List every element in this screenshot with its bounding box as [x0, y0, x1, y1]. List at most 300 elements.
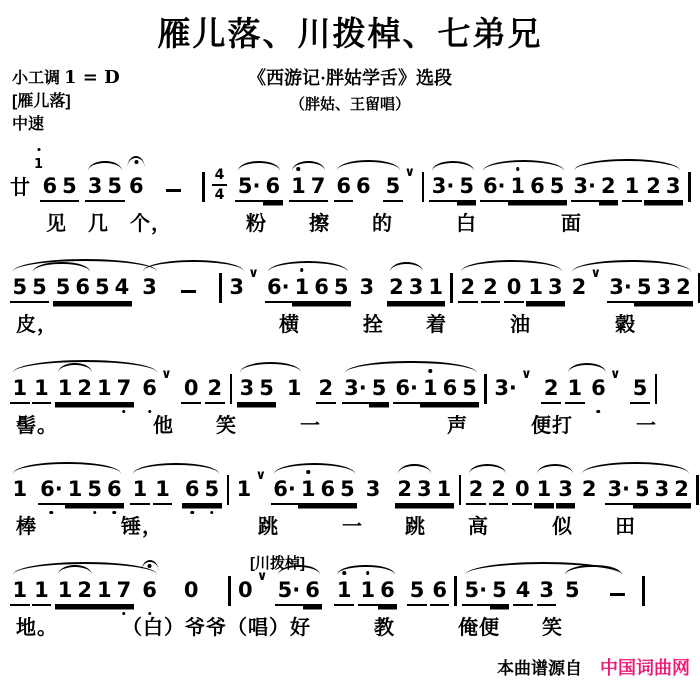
note-digit: 3·	[344, 376, 367, 400]
note	[457, 174, 477, 202]
breath-mark-icon: ∨	[255, 468, 266, 483]
note	[235, 174, 263, 202]
note-digit: 3	[87, 174, 103, 198]
barline	[450, 273, 453, 303]
octave-dot-low	[148, 612, 152, 616]
slur	[292, 161, 325, 171]
note-digit: 1	[360, 578, 376, 602]
note	[480, 174, 508, 202]
grace-note: 1	[34, 153, 43, 176]
note-digit: 5	[371, 376, 387, 400]
note	[387, 275, 407, 303]
note	[589, 376, 609, 404]
barline	[230, 374, 233, 404]
note-digit: 0	[238, 578, 253, 602]
octave-dot-low	[210, 511, 214, 515]
slur	[582, 462, 689, 474]
footer	[497, 654, 690, 680]
lyrics-line: 皮， 横 拴 着 油 糓	[16, 314, 636, 336]
note	[541, 376, 561, 404]
note	[579, 477, 599, 505]
note	[547, 174, 567, 202]
note-digit: 2	[77, 376, 92, 400]
note	[32, 376, 52, 404]
note-digit: 6	[129, 174, 144, 198]
note	[114, 578, 134, 606]
note	[481, 275, 501, 303]
note	[95, 578, 115, 606]
note	[181, 376, 201, 404]
note-digit: 5	[32, 275, 47, 299]
note-digit: 5	[95, 275, 110, 299]
breath-mark-icon: ∨	[521, 367, 532, 382]
breath-mark-icon: ∨	[161, 367, 172, 382]
note-digit: 3	[359, 275, 375, 299]
note	[342, 376, 370, 404]
barline	[642, 576, 645, 606]
note	[429, 174, 457, 202]
note	[512, 477, 532, 505]
score-line	[10, 451, 696, 539]
notes-row	[10, 552, 696, 606]
slur	[143, 260, 244, 272]
note	[105, 174, 125, 202]
note	[331, 275, 351, 303]
slur	[432, 161, 474, 171]
note	[513, 578, 533, 606]
note	[395, 477, 415, 505]
spacer	[173, 403, 181, 404]
note	[73, 275, 93, 303]
note	[644, 174, 664, 202]
spacer	[201, 605, 223, 606]
note	[85, 174, 105, 202]
note-digit: 6·	[40, 477, 63, 501]
note	[504, 275, 524, 303]
note-digit: 3	[547, 275, 563, 299]
slur	[268, 261, 348, 272]
source-text: 本曲谱源自	[497, 659, 582, 678]
note-digit: 3·	[573, 174, 596, 198]
note	[289, 174, 309, 202]
octave-dot-low	[50, 511, 54, 515]
octave-dot-low	[122, 410, 126, 414]
note-digit: 6·	[395, 376, 418, 400]
note	[316, 376, 336, 404]
octave-dot-low	[113, 511, 117, 515]
slur	[133, 463, 219, 474]
note-digit: 5	[409, 578, 425, 602]
spacer	[377, 302, 387, 303]
slur	[337, 160, 400, 171]
spacer	[533, 403, 541, 404]
note-digit: 1	[97, 578, 112, 602]
note	[236, 578, 256, 606]
note	[30, 275, 50, 303]
score-line	[10, 552, 696, 640]
notes-row	[10, 350, 696, 404]
note-digit: 1	[34, 578, 49, 602]
note-digit: 3	[365, 477, 381, 501]
note	[414, 477, 434, 505]
note-digit: 2	[460, 275, 476, 299]
spacer	[159, 605, 181, 606]
note	[75, 376, 95, 404]
note	[458, 275, 478, 303]
spacer	[622, 403, 630, 404]
note	[10, 578, 30, 606]
note-digit: 0	[183, 578, 199, 602]
note-digit: 5	[635, 477, 650, 501]
note-digit: 2	[674, 477, 689, 501]
note-digit: 6	[320, 477, 336, 501]
octave-dot-low	[148, 410, 152, 414]
note	[674, 275, 694, 303]
note	[334, 578, 354, 606]
key-signature: 1 = D	[64, 67, 120, 88]
note-digit: 6	[380, 578, 395, 602]
note-digit: 1	[291, 174, 306, 198]
spacer	[276, 403, 284, 404]
note-digit: 2	[543, 376, 559, 400]
note-digit: 5	[632, 376, 648, 400]
note	[556, 477, 576, 505]
note	[430, 578, 450, 606]
note	[383, 174, 403, 202]
lyrics-line: 见 几 个， 粉 擦 的 白 面	[46, 213, 582, 235]
note	[490, 578, 510, 606]
slur	[337, 565, 395, 575]
dash-note	[181, 290, 196, 294]
note	[181, 578, 201, 606]
note	[237, 376, 257, 404]
note	[358, 578, 378, 606]
note-digit: 6	[75, 275, 90, 299]
note-digit: 2	[483, 275, 498, 299]
note	[75, 578, 95, 606]
note-digit: 6	[106, 477, 122, 501]
performers: （胖姑、王留唱）	[289, 97, 410, 113]
note	[534, 477, 554, 505]
slur	[278, 565, 320, 575]
note	[630, 376, 650, 404]
note-digit: 0	[183, 376, 199, 400]
note-digit: 0	[506, 275, 522, 299]
note	[318, 477, 338, 505]
note-digit: 3	[239, 376, 255, 400]
slur	[390, 262, 423, 272]
note-digit: 1	[294, 275, 310, 299]
note	[492, 376, 520, 404]
note-digit: 3	[408, 275, 424, 299]
barline	[228, 576, 231, 606]
note-digit: 6	[142, 376, 157, 400]
note	[607, 275, 635, 303]
note-digit: 1	[567, 376, 583, 400]
note	[571, 174, 599, 202]
note-digit: 1	[57, 578, 73, 602]
note-digit: 1	[12, 477, 28, 501]
note	[462, 578, 490, 606]
note-digit: 2	[491, 477, 506, 501]
subtitle: 《西游记·胖姑学舌》选段	[247, 68, 452, 88]
note	[10, 275, 30, 303]
note-digit: 3·	[609, 275, 632, 299]
note-digit: 5	[636, 275, 652, 299]
note-digit: 1	[97, 376, 112, 400]
note	[369, 376, 389, 404]
note-digit: 1	[624, 174, 640, 198]
note	[85, 477, 105, 505]
spacer	[304, 403, 316, 404]
spacer	[30, 504, 38, 505]
note	[104, 477, 124, 505]
time-numerator: 4	[212, 168, 228, 186]
note-digit: 5·	[237, 174, 261, 198]
slur	[238, 161, 280, 171]
note-digit: 5	[459, 174, 474, 198]
note-digit: 6·	[482, 174, 506, 198]
note	[95, 376, 115, 404]
note	[10, 477, 30, 505]
barline	[227, 475, 230, 505]
note	[338, 477, 358, 505]
note	[599, 174, 619, 202]
note	[440, 376, 460, 404]
note-digit: 0	[514, 477, 530, 501]
note	[140, 275, 160, 303]
note-digit: 5	[564, 578, 580, 602]
notes-row	[10, 144, 696, 202]
note-digit: 5	[62, 174, 77, 198]
note	[153, 477, 173, 505]
note-digit: 6	[442, 376, 458, 400]
note	[65, 477, 85, 505]
note	[130, 477, 150, 505]
fermata-icon	[128, 156, 145, 167]
note-digit: 5	[55, 275, 71, 299]
note-digit: 5	[259, 376, 274, 400]
note-digit: 2	[397, 477, 412, 501]
note-digit: 5·	[277, 578, 301, 602]
note	[426, 275, 446, 303]
note	[202, 477, 222, 505]
note	[53, 275, 73, 303]
note-digit: 1	[286, 376, 302, 400]
note-digit: 7	[310, 174, 326, 198]
barline	[454, 576, 457, 606]
notes-row	[10, 249, 696, 303]
note-digit: 6	[336, 174, 351, 198]
note	[38, 477, 66, 505]
note-digit: 5	[492, 578, 507, 602]
note-digit: 6	[530, 174, 545, 198]
octave-dot-low	[190, 511, 194, 515]
barline	[219, 273, 222, 303]
note	[205, 376, 225, 404]
spacer	[32, 201, 40, 202]
slur	[568, 363, 606, 373]
score-line	[10, 350, 696, 438]
note	[60, 174, 80, 202]
note	[420, 376, 440, 404]
note	[112, 275, 132, 303]
note-digit: 4	[114, 275, 130, 299]
time-denominator: 4	[214, 187, 225, 203]
slur	[274, 463, 355, 474]
spacer	[383, 504, 395, 505]
note-digit: 6	[305, 578, 320, 602]
note	[466, 477, 486, 505]
dash-note	[166, 189, 181, 193]
note	[633, 477, 653, 505]
note-digit: 1	[436, 477, 452, 501]
note-digit: 5	[340, 477, 355, 501]
score	[10, 144, 696, 640]
note-digit: 5	[549, 174, 565, 198]
note-digit: 2	[207, 376, 223, 400]
note-digit: 1	[510, 174, 526, 198]
spacer	[582, 605, 602, 606]
note	[265, 275, 293, 303]
note	[672, 477, 692, 505]
note	[114, 376, 134, 404]
note-digit: 5	[107, 174, 122, 198]
note	[284, 376, 304, 404]
breath-mark-icon: ∨	[610, 367, 621, 382]
note-digit: 1	[536, 477, 552, 501]
note-digit: 6·	[267, 275, 290, 299]
note	[562, 578, 582, 606]
note	[569, 275, 589, 303]
note	[460, 376, 480, 404]
note-digit: 1	[336, 578, 352, 602]
key-row	[12, 66, 120, 90]
note-digit: 3	[229, 275, 244, 299]
spacer	[373, 201, 383, 202]
barline	[422, 172, 425, 202]
note-digit: 1	[422, 376, 438, 400]
note	[303, 578, 323, 606]
slur	[572, 260, 691, 272]
note-digit: 1	[67, 477, 83, 501]
note-digit: 6	[591, 376, 606, 400]
note-digit: 6	[265, 174, 281, 198]
spacer	[397, 605, 407, 606]
note-digit: 1	[236, 477, 252, 501]
note-digit: 1	[12, 578, 28, 602]
note	[334, 174, 354, 202]
octave-dot-low	[93, 511, 97, 515]
note-digit: 2	[389, 275, 404, 299]
slur	[537, 464, 573, 474]
note-digit: 2	[646, 174, 661, 198]
note	[234, 477, 254, 505]
note-digit: 5	[333, 275, 349, 299]
lyrics-line: 髻。 他 笑 一 声 便打 一	[16, 415, 657, 437]
note-digit: 3·	[607, 477, 631, 501]
note	[257, 376, 277, 404]
note	[275, 578, 303, 606]
free-meter-symbol: 廿	[10, 175, 30, 199]
note	[10, 376, 30, 404]
score-line	[10, 249, 696, 337]
spacer	[633, 605, 637, 606]
note-digit: 3	[539, 578, 554, 602]
note	[406, 275, 426, 303]
note	[353, 174, 373, 202]
site-name[interactable]: 中国词曲网	[600, 658, 690, 678]
note	[378, 578, 398, 606]
barline	[655, 374, 658, 404]
note	[34, 157, 60, 202]
barline	[484, 374, 487, 404]
note-digit: 1	[155, 477, 170, 501]
note-digit: 3	[665, 174, 681, 198]
note	[565, 376, 585, 404]
note	[393, 376, 421, 404]
octave-dot-low	[122, 612, 126, 616]
note	[140, 578, 160, 606]
note	[622, 174, 642, 202]
note-digit: 3	[142, 275, 157, 299]
spacer	[204, 302, 214, 303]
note-digit: 1	[428, 275, 443, 299]
spacer	[189, 201, 197, 202]
spacer	[132, 302, 140, 303]
slur	[483, 160, 564, 171]
lyrics-line: 棒 锤， 跳 一 跳 高 似 田	[16, 516, 636, 538]
slur	[469, 464, 506, 474]
note-digit: 2	[601, 174, 616, 198]
note	[298, 477, 318, 505]
note	[308, 174, 328, 202]
score-line	[10, 144, 696, 236]
note-digit: 2	[318, 376, 334, 400]
note-digit: 1	[528, 275, 543, 299]
note	[357, 275, 377, 303]
slur	[345, 361, 477, 373]
spacer	[322, 605, 334, 606]
note-digit: 5	[87, 477, 102, 501]
note-digit: 4	[515, 578, 531, 602]
note-digit: 2	[571, 275, 587, 299]
note	[434, 477, 454, 505]
note-digit: 1	[12, 376, 28, 400]
note	[508, 174, 528, 202]
slur	[88, 161, 122, 171]
note	[652, 477, 672, 505]
note	[182, 477, 202, 505]
note-digit: 5	[204, 477, 220, 501]
note	[363, 477, 383, 505]
breath-mark-icon: ∨	[248, 266, 259, 281]
note-digit: 1	[57, 376, 73, 400]
note	[545, 275, 565, 303]
octave-dot-low	[597, 410, 601, 414]
slur	[574, 159, 680, 171]
note	[55, 578, 75, 606]
barline	[202, 172, 205, 202]
note	[263, 174, 283, 202]
note-digit: 3	[416, 477, 432, 501]
note	[528, 174, 548, 202]
note-digit: 6	[184, 477, 200, 501]
slur	[13, 462, 121, 474]
note-digit: 1	[34, 376, 49, 400]
qupai-label-1: [雁儿落]	[12, 93, 71, 110]
note	[407, 578, 427, 606]
